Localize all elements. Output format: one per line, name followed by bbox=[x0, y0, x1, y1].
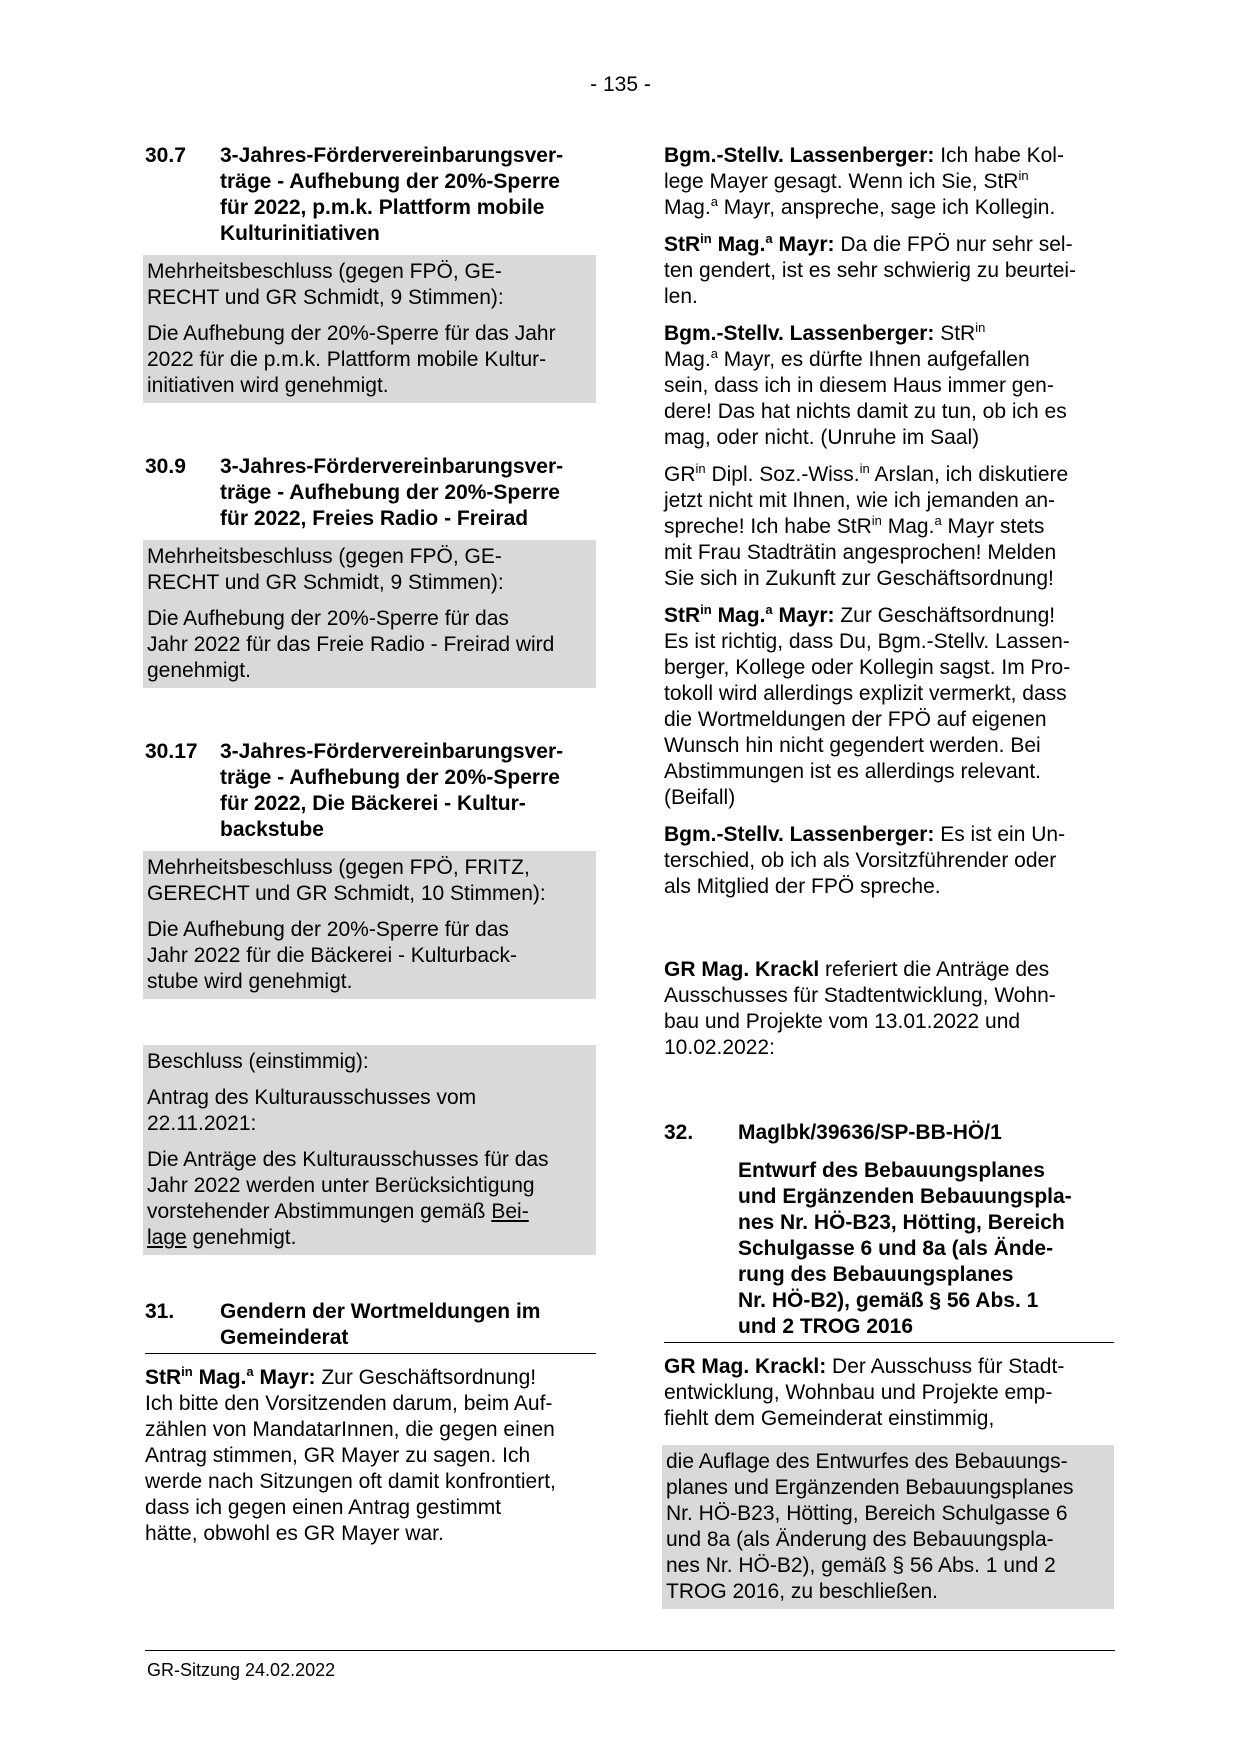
title-line: und Ergänzenden Bebauungspla- bbox=[738, 1185, 1072, 1208]
resolution-label: Beschluss (einstimmig): bbox=[147, 1050, 369, 1073]
title-line: Gemeinderat bbox=[220, 1326, 349, 1349]
section-title bbox=[738, 1158, 1114, 1340]
section-code: MagIbk/39636/SP-BB-HÖ/1 bbox=[738, 1121, 1002, 1144]
speech-lassenberger-3: $GR^{in}$ Dipl. Soz.-Wiss.$^{in}$ Arslan, ich diskutiere jetzt nicht mit Ihnen, wie ich jemanden an- spreche! Ich habe StR$^{in}$ Mag.$^a$ Mayr stets mit Frau Stadträtin angesprochen! Melden Sie sich in Zukunft zur Geschäftsordnung! bbox=[664, 461, 1069, 590]
section-number: 30.9 bbox=[145, 455, 186, 478]
title-line: Nr. HÖ-B2), gemäß § 56 Abs. 1 bbox=[738, 1289, 1039, 1312]
resolution-text: Die Aufhebung der 20%-Sperre für das Jahr 2022 für das Freie Radio - Freirad wird genehmigt. bbox=[147, 607, 555, 682]
section-number: 31. bbox=[145, 1300, 175, 1323]
resolution-text: Die Anträge des Kulturausschusses für das Jahr 2022 werden unter Berücksichtigung vorstehender Abstimmungen gemäß Bei- lage genehmigt. bbox=[147, 1148, 549, 1249]
title-line: und 2 TROG 2016 bbox=[738, 1315, 914, 1338]
title-line: rung des Bebauungsplanes bbox=[738, 1263, 1014, 1286]
motion-text: die Auflage des Entwurfes des Bebauungs- planes und Ergänzenden Bebauungsplanes Nr. HÖ-B23, Hötting, Bereich Schulgasse 6 und 8a (als Änderung des Bebauungspla- nes Nr. HÖ-B2), gemäß § 56 Abs. 1 und 2 TROG 2016, zu beschließen. bbox=[666, 1450, 1074, 1603]
speech-mayr-1: StR$^{in}$ Mag.$^a$ Mayr: Da die FPÖ nur sehr sel- ten gendert, ist es sehr schwierig zu beurtei- len. bbox=[664, 231, 1077, 308]
speech-krackl: GR Mag. Krackl: Der Ausschuss für Stadt- entwicklung, Wohnbau und Projekte emp- fiehlt dem Gemeinderat einstimmig, bbox=[664, 1355, 1065, 1430]
title-line: für 2022, p.m.k. Plattform mobile bbox=[220, 196, 545, 219]
resolution-text: Die Aufhebung der 20%-Sperre für das Jahr 2022 für die p.m.k. Plattform mobile Kultur- initiativen wird genehmigt. bbox=[147, 322, 556, 397]
title-line: backstube bbox=[220, 818, 324, 841]
title-line: träge - Aufhebung der 20%-Sperre bbox=[220, 170, 560, 193]
resolution-box-30-9 bbox=[143, 540, 596, 688]
title-line: 3-Jahres-Fördervereinbarungsver- bbox=[220, 144, 564, 167]
attachment-link[interactable]: Bei- bbox=[491, 1200, 529, 1223]
section-number: 30.17 bbox=[145, 740, 198, 763]
section-31-heading bbox=[145, 1299, 596, 1354]
resolution-box-30-7 bbox=[143, 255, 596, 403]
footer-divider bbox=[145, 1650, 1115, 1651]
title-line: 3-Jahres-Fördervereinbarungsver- bbox=[220, 455, 564, 478]
title-line: Schulgasse 6 und 8a (als Ände- bbox=[738, 1237, 1054, 1260]
section-32-title bbox=[664, 1158, 1114, 1343]
section-32-heading bbox=[664, 1120, 1114, 1146]
vote-text: Mehrheitsbeschluss (gegen FPÖ, FRITZ, GERECHT und GR Schmidt, 10 Stimmen): bbox=[147, 856, 546, 905]
title-line: für 2022, Die Bäckerei - Kultur- bbox=[220, 792, 526, 815]
section-title bbox=[220, 1299, 596, 1351]
title-line: Entwurf des Bebauungsplanes bbox=[738, 1159, 1045, 1182]
title-line: Gendern der Wortmeldungen im bbox=[220, 1300, 541, 1323]
title-line: 3-Jahres-Fördervereinbarungsver- bbox=[220, 740, 564, 763]
title-line: für 2022, Freies Radio - Freirad bbox=[220, 507, 529, 530]
speech-lassenberger-2: Bgm.-Stellv. Lassenberger: StR$^{in}$ Mag.$^a$ Mayr, es dürfte Ihnen aufgefallen sein, dass ich in diesem Haus immer gen- dere! Das hat nichts damit zu tun, ob ich es mag, oder nicht. (Unruhe im Saal) bbox=[664, 320, 1067, 449]
section-30-7-heading bbox=[145, 143, 596, 247]
title-line: nes Nr. HÖ-B23, Hötting, Bereich bbox=[738, 1211, 1065, 1234]
speech-mayr-2: StR$^{in}$ Mag.$^a$ Mayr: Zur Geschäftsordnung! Es ist richtig, dass Du, Bgm.-Stellv. Lassen- berger, Kollege oder Kollegin sagst. Im Pro- tokoll wird allerdings explizit vermerkt, dass die Wortmeldungen der FPÖ auf eigenen Wunsch hin nicht gegendert werden. Bei Abstimmungen ist es allerdings relevant. (Beifall) bbox=[664, 602, 1071, 809]
attachment-link[interactable]: lage bbox=[147, 1226, 187, 1249]
section-number: 32. bbox=[664, 1121, 694, 1144]
speech-mayr: StR$^{in}$ Mag.$^a$ Mayr: Zur Geschäftsordnung! Ich bitte den Vorsitzenden darum, beim Auf- zählen von MandatarInnen, die gegen einen Antrag stimmen, GR Mayer zu sagen. Ich werde nach Sitzungen oft damit konfrontiert, dass ich gegen einen Antrag gestimmt hätte, obwohl es GR Mayer war. bbox=[145, 1364, 556, 1545]
title-line: träge - Aufhebung der 20%-Sperre bbox=[220, 481, 560, 504]
vote-text: Mehrheitsbeschluss (gegen FPÖ, GE- RECHT und GR Schmidt, 9 Stimmen): bbox=[147, 260, 504, 309]
final-resolution-box bbox=[143, 1045, 596, 1255]
section-30-9-heading bbox=[145, 454, 596, 532]
speech-krackl-intro: GR Mag. Krackl referiert die Anträge des Ausschusses für Stadtentwicklung, Wohn- bau und Projekte vom 13.01.2022 und 10.02.2022: bbox=[664, 958, 1056, 1059]
vote-text: Mehrheitsbeschluss (gegen FPÖ, GE- RECHT und GR Schmidt, 9 Stimmen): bbox=[147, 545, 504, 594]
page-number: - 135 - bbox=[590, 73, 651, 96]
section-title bbox=[220, 739, 596, 843]
section-title bbox=[220, 454, 596, 532]
motion-box bbox=[662, 1445, 1114, 1609]
speech-lassenberger-4: Bgm.-Stellv. Lassenberger: Es ist ein Un- terschied, ob ich als Vorsitzführender oder als Mitglied der FPÖ spreche. bbox=[664, 823, 1066, 898]
section-number: 30.7 bbox=[145, 144, 186, 167]
left-column bbox=[145, 143, 596, 1547]
footer-text: GR-Sitzung 24.02.2022 bbox=[147, 1660, 336, 1680]
speech-lassenberger-1: Bgm.-Stellv. Lassenberger: Ich habe Kol- lege Mayer gesagt. Wenn ich Sie, StR$^{in}$ Mag.$^a$ Mayr, anspreche, sage ich Kollegin. bbox=[664, 144, 1064, 219]
section-title bbox=[220, 143, 596, 247]
section-30-17-heading bbox=[145, 739, 596, 843]
right-column bbox=[664, 143, 1114, 1609]
antrag-text: Antrag des Kulturausschusses vom 22.11.2021: bbox=[147, 1086, 477, 1135]
title-line: Kulturinitiativen bbox=[220, 222, 380, 245]
resolution-box-30-17 bbox=[143, 851, 596, 999]
resolution-text: Die Aufhebung der 20%-Sperre für das Jahr 2022 für die Bäckerei - Kulturback- stube wird genehmigt. bbox=[147, 918, 518, 993]
title-line: träge - Aufhebung der 20%-Sperre bbox=[220, 766, 560, 789]
